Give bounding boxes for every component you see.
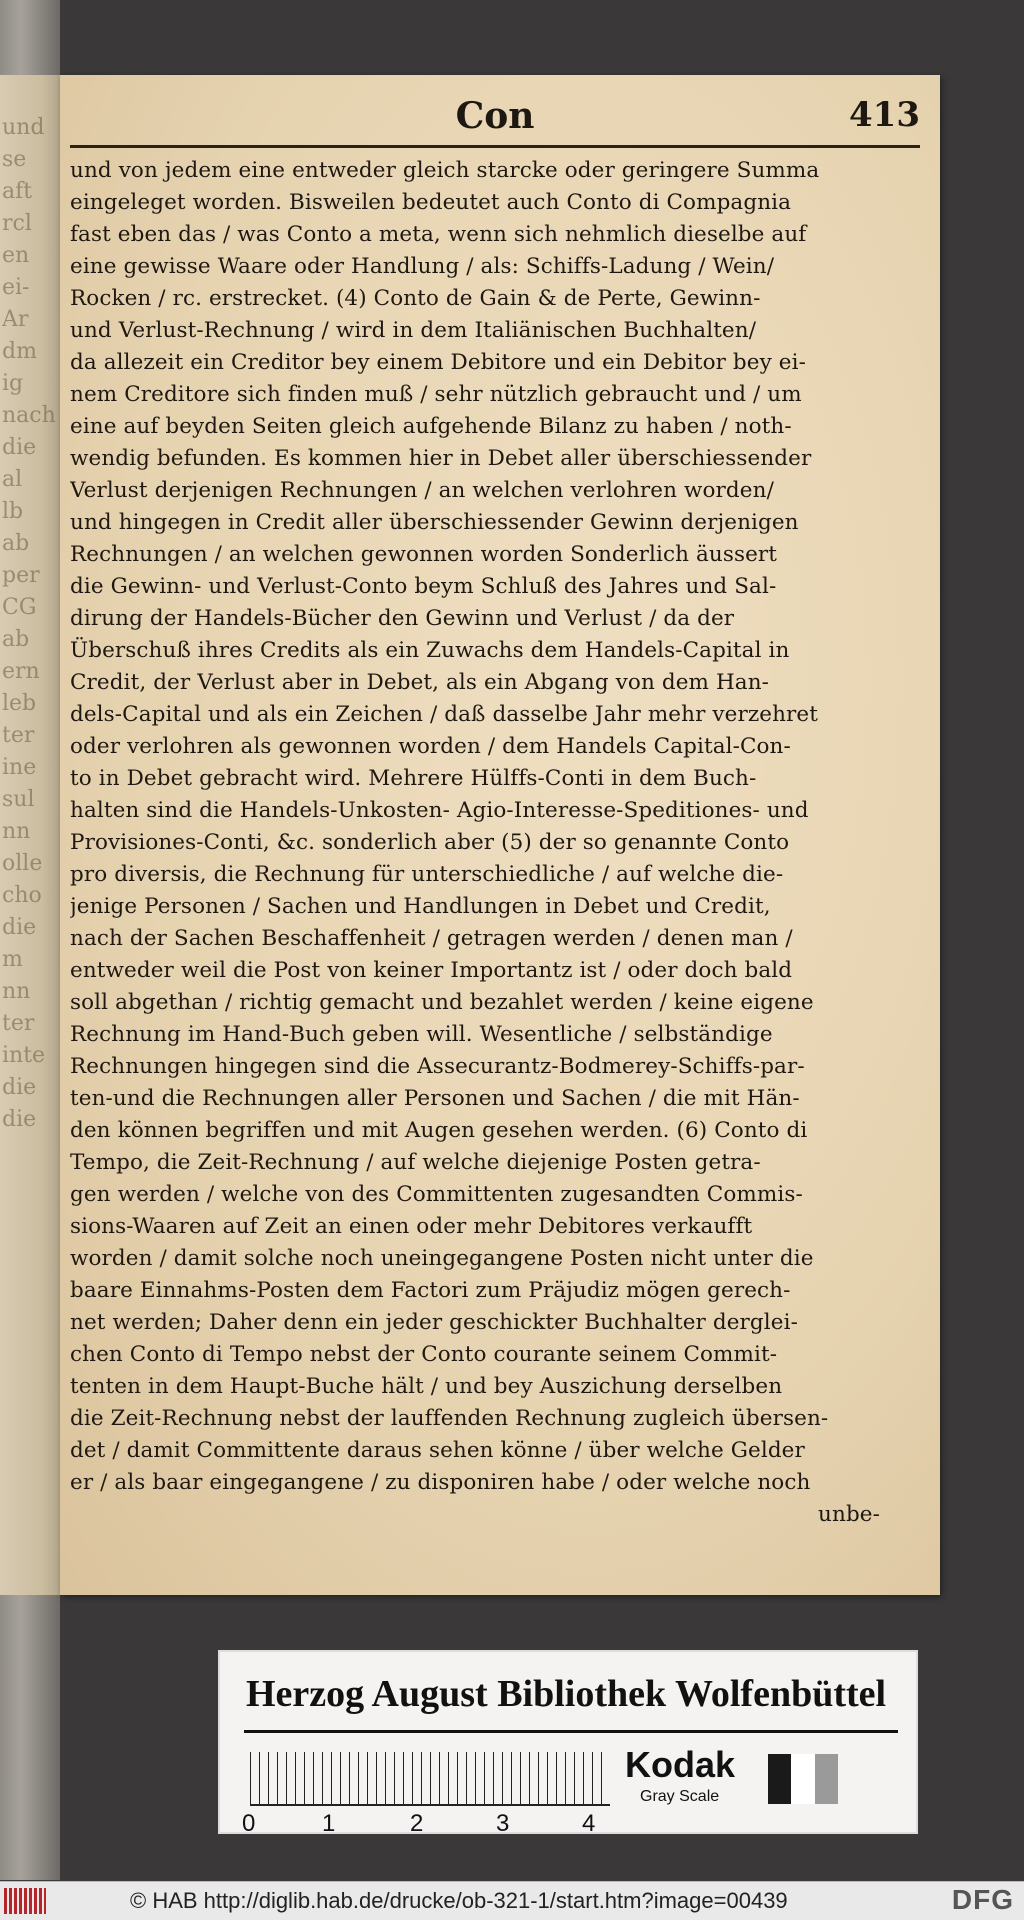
dfg-logo: DFG [951,1884,1014,1915]
facing-page-fragment: ab [2,531,30,556]
kodak-logo: Kodak [625,1744,736,1785]
gray-patch [815,1754,838,1804]
text-line: Rocken / rc. erstrecket. (4) Conto de Gain & de Perte, Gewinn- [70,286,761,311]
facing-page-fragment: ine [2,755,37,780]
footer-credit[interactable]: © HAB http://diglib.hab.de/drucke/ob-321-1/start.htm?image=00439 [130,1888,788,1913]
text-line: eingeleget worden. Bisweilen bedeutet auch Conto di Compagnia [70,190,792,215]
text-line: und von jedem eine entweder gleich starcke oder geringere Summa [70,158,820,183]
card-divider [244,1730,898,1733]
facing-page-fragment: die [2,1075,37,1100]
text-line: Credit, der Verlust aber in Debet, als ein Abgang von dem Han- [70,670,770,695]
text-line: halten sind die Handels-Unkosten- Agio-Interesse-Speditiones- und [70,798,809,823]
text-line: pro diversis, die Rechnung für unterschiedliche / auf welche die- [70,862,784,887]
text-line: soll abgethan / richtig gemacht und bezahlet werden / keine eigene [70,990,814,1015]
footer-bar [0,1881,1024,1920]
facing-page-fragment: dm [2,339,37,364]
facing-page-fragment: aft [2,179,33,204]
scale-label: 0 [242,1810,256,1837]
text-line: baare Einnahms-Posten dem Factori zum Präjudiz mögen gerech- [70,1278,791,1303]
facing-page-fragment: ei- [2,275,30,300]
facing-page-fragment: ern [2,659,40,684]
scale-label: 2 [410,1810,424,1837]
running-head: Con [455,95,535,137]
facing-page-fragment: per [2,563,40,588]
text-line: to in Debet gebracht wird. Mehrere Hülffs-Conti in dem Buch- [70,766,757,791]
gray-patch [791,1754,814,1804]
facing-page-fragment: ter [2,1011,35,1036]
facing-page-fragment: ab [2,627,30,652]
facing-page-fragment: nn [2,979,31,1004]
text-line: nach der Sachen Beschaffenheit / getragen werden / denen man / [70,926,793,951]
text-line: er / als baar eingegangene / zu disponiren habe / oder welche noch [70,1470,811,1495]
facing-page-fragment: lb [2,499,24,524]
facing-page-fragment: nach [2,403,56,428]
facing-page-fragment: cho [2,883,42,908]
text-line: Rechnung im Hand-Buch geben will. Wesentliche / selbständige [70,1022,773,1047]
facing-page-fragment: se [2,147,27,172]
page-header [70,95,920,148]
scale-label: 1 [322,1810,336,1837]
page-number: 413 [849,95,920,135]
facing-page-fragment: inte [2,1043,46,1068]
facing-page-fragment: en [2,243,30,268]
facing-page-fragment: nn [2,819,31,844]
facing-page-fragment: Ar [2,307,29,332]
gray-scale-label: Gray Scale [640,1788,720,1805]
book-page [60,75,940,1595]
gray-patch [768,1754,791,1804]
facing-page-fragment: ig [2,371,24,396]
color-calibration-card [218,1650,918,1837]
text-line: eine auf beyden Seiten gleich aufgehende Bilanz zu haben / noth- [70,414,792,439]
text-line: eine gewisse Waare oder Handlung / als: Schiffs-Ladung / Wein/ [70,254,775,279]
scale-ruler [250,1752,610,1804]
facing-page-fragment: rcl [2,211,32,236]
facing-page-fragment: die [2,915,37,940]
facing-page-fragment: ter [2,723,35,748]
text-line: Verlust derjenigen Rechnungen / an welchen verlohren worden/ [70,478,774,503]
gray-patches [768,1754,838,1804]
text-line: det / damit Committente daraus sehen könne / über welche Gelder [70,1438,805,1463]
text-line: Tempo, die Zeit-Rechnung / auf welche diejenige Posten getra- [70,1150,761,1175]
text-line: worden / damit solche noch uneingegangene Posten nicht unter die [70,1246,814,1271]
text-line: chen Conto di Tempo nebst der Conto courante seinem Commit- [70,1342,778,1367]
hab-logo-icon [4,1888,46,1914]
text-line: gen werden / welche von des Committenten zugesandten Commis- [70,1182,803,1207]
facing-page-fragment: CG [2,595,37,620]
text-line: Rechnungen / an welchen gewonnen worden Sonderlich äussert [70,542,778,567]
text-line: und Verlust-Rechnung / wird in dem Italiänischen Buchhalten/ [70,318,757,343]
facing-page-fragment: m [2,947,23,972]
text-line: dels-Capital und als ein Zeichen / daß dasselbe Jahr mehr verzehret [70,702,818,727]
text-line: entweder weil die Post von keiner Importantz ist / oder doch bald [70,958,793,983]
facing-page-fragment: sul [2,787,35,812]
text-line: den können begriffen und mit Augen gesehen werden. (6) Conto di [70,1118,808,1143]
scale-ruler-base [250,1804,610,1806]
facing-page-fragment: die [2,1107,37,1132]
facing-page-fragment: al [2,467,23,492]
text-line: fast eben das / was Conto a meta, wenn sich nehmlich dieselbe auf [70,222,807,247]
text-line: dirung der Handels-Bücher den Gewinn und Verlust / da der [70,606,735,631]
text-line: nem Creditore sich finden muß / sehr nützlich gebraucht und / um [70,382,802,407]
text-line: oder verlohren als gewonnen worden / dem Handels Capital-Con- [70,734,791,759]
text-line: jenige Personen / Sachen und Handlungen in Debet und Credit, [70,894,771,919]
text-line: und hingegen in Credit aller überschiessender Gewinn derjenigen [70,510,799,535]
text-line: Provisiones-Conti, &c. sonderlich aber (5) der so genannte Conto [70,830,790,855]
text-line: sions-Waaren auf Zeit an einen oder mehr Debitores verkaufft [70,1214,753,1239]
text-line: die Gewinn- und Verlust-Conto beym Schluß des Jahres und Sal- [70,574,777,599]
text-line: tenten in dem Haupt-Buche hält / und bey Auszichung derselben [70,1374,783,1399]
scale-label: 3 [496,1810,510,1837]
text-line: net werden; Daher denn ein jeder geschickter Buchhalter derglei- [70,1310,798,1335]
facing-page-fragment: leb [2,691,37,716]
text-line: wendig befunden. Es kommen hier in Debet aller überschiessender [70,446,812,471]
text-line: Überschuß ihres Credits als ein Zuwachs dem Handels-Capital in [70,638,790,663]
scale-label: 4 [582,1810,596,1837]
text-line: ten-und die Rechnungen aller Personen und Sachen / die mit Hän- [70,1086,800,1111]
body-text [70,155,890,1531]
facing-page-fragment: die [2,435,37,460]
facing-page-fragment: und [2,115,45,140]
text-line: die Zeit-Rechnung nebst der lauffenden Rechnung zugleich übersen- [70,1406,829,1431]
text-line: da allezeit ein Creditor bey einem Debitore und ein Debitor bey ei- [70,350,806,375]
institution-name: Herzog August Bibliothek Wolfenbüttel [246,1673,887,1715]
text-line: Rechnungen hingegen sind die Assecurantz-Bodmerey-Schiffs-par- [70,1054,805,1079]
catchword: unbe- [818,1502,880,1527]
facing-page-fragment: olle [2,851,43,876]
